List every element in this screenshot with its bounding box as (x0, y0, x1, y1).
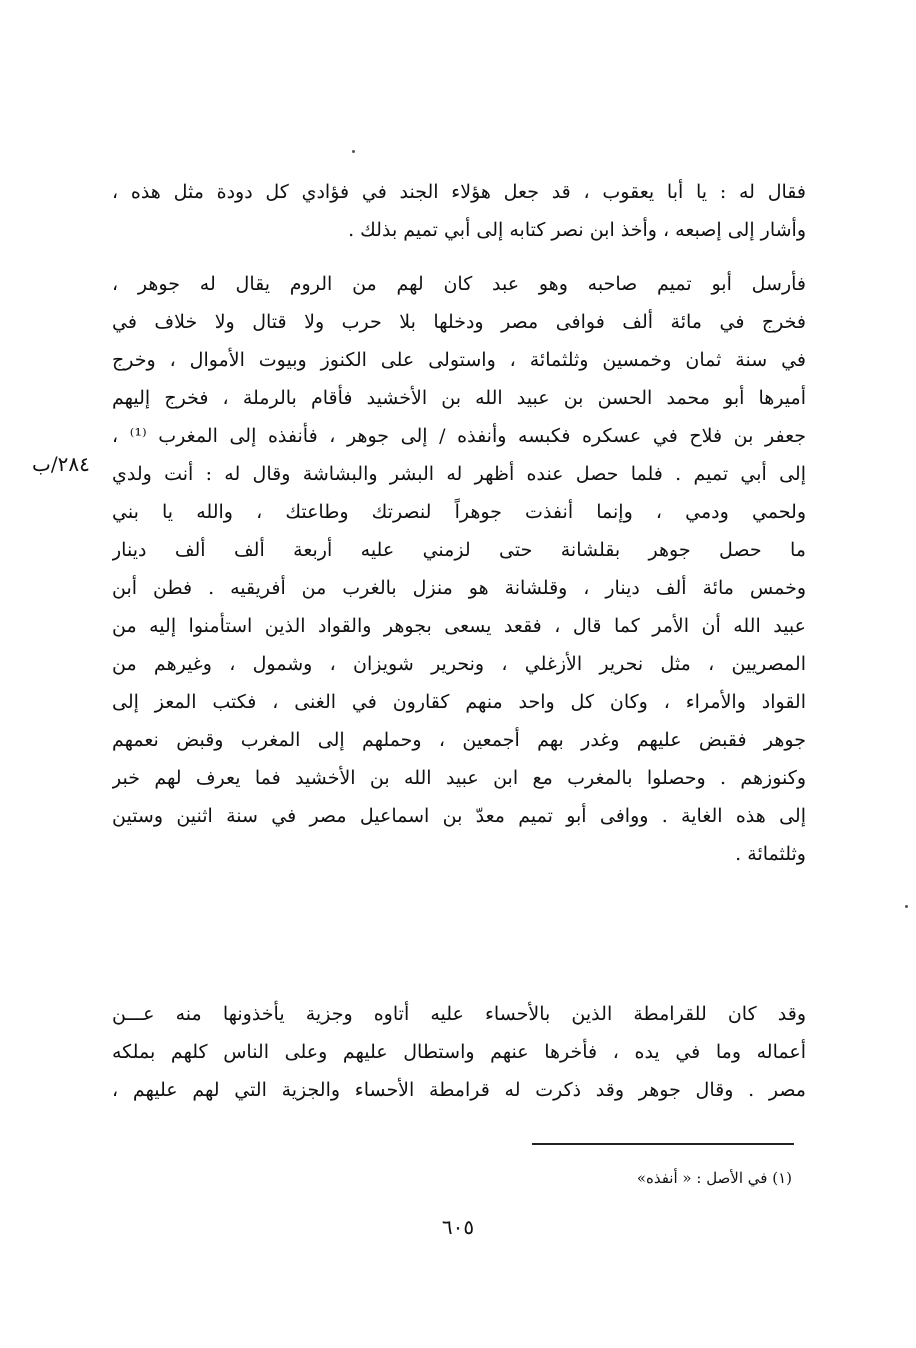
text-line: جوهر فقبض عليهم وغدر بهم أجمعين ، وحملهم إلى المغرب وقبض نعمهم (112, 729, 806, 751)
paragraph-3 (112, 995, 806, 1109)
text-line: عبيد الله أن الأمر كما قال ، فقعد يسعى بجوهر والقواد الذين استأمنوا إليه من (112, 615, 806, 637)
text-line: أميرها أبو محمد الحسن بن عبيد الله بن الأخشيد فأقام بالرملة ، فخرج إليهم (112, 387, 806, 409)
margin-folio-note: ٢٨٤/ب (32, 452, 90, 476)
text-line: وكنوزهم . وحصلوا بالمغرب مع ابن عبيد الله بن الأخشيد فما يعرف لهم خبر (112, 767, 806, 789)
text-line: جعفر بن فلاح في عسكره فكبسه وأنفذه / إلى جوهر ، فأنفذه إلى المغرب ⁽¹⁾ ، (112, 425, 806, 447)
text-line: إلى هذه الغاية . ووافى أبو تميم معدّ بن اسماعيل مصر في سنة اثنين وستين (112, 805, 806, 827)
text-line: المصريين ، مثل نحرير الأزغلي ، ونحرير شويزان ، وشمول ، وغيرهم من (112, 653, 806, 675)
page-number: ٦٠٥ (441, 1215, 475, 1239)
scan-speck (352, 150, 355, 153)
text-line: وخمس مائة ألف دينار ، وقلشانة هو منزل بالغرب من أفريقيه . فطن أبن (112, 577, 806, 599)
text-line: إلى أبي تميم . فلما حصل عنده أظهر له البشر والبشاشة وقال له : أنت ولدي (112, 463, 806, 485)
text-line: وأشار إلى إصبعه ، وأخذ ابن نصر كتابه إلى أبي تميم بذلك . (348, 219, 806, 241)
text-line: ما حصل جوهر بقلشانة حتى لزمني عليه أربعة ألف ألف دينار (112, 539, 806, 561)
footnote: (١) في الأصل : « أنفذه» (636, 1169, 792, 1187)
text-line: في سنة ثمان وخمسين وثلثمائة ، واستولى على الكنوز وبيوت الأموال ، وخرج (112, 349, 806, 371)
footnote-divider (532, 1143, 794, 1145)
text-line: القواد والأمراء ، وكان كل واحد منهم كقارون في الغنى ، فكتب المعز إلى (112, 691, 806, 713)
text-line: فخرج في مائة ألف فوافى مصر ودخلها بلا حرب ولا قتال ولا خلاف في (112, 311, 806, 333)
paragraph-2 (112, 265, 806, 873)
scan-speck (905, 905, 908, 908)
text-line: فقال له : يا أبا يعقوب ، قد جعل هؤلاء الجند في فؤادي كل دودة مثل هذه ، (112, 181, 806, 203)
text-line: وثلثمائة . (735, 843, 806, 865)
text-line: ولحمي ودمي ، وإنما أنفذت جوهراً لنصرتك وطاعتك ، والله يا بني (112, 501, 806, 523)
text-line: مصر . وقال جوهر وقد ذكرت له قرامطة الأحساء والجزية التي لهم عليهم ، (112, 1079, 806, 1101)
text-line: أعماله وما في يده ، فأخرها عنهم واستطال عليهم وعلى الناس كلهم بملكه (112, 1041, 806, 1063)
text-line: وقد كان للقرامطة الذين بالأحساء عليه أتاوه وجزية يأخذونها منه عـــن (112, 1003, 806, 1025)
text-line: فأرسل أبو تميم صاحبه وهو عبد كان لهم من الروم يقال له جوهر ، (112, 273, 806, 295)
paragraph-1 (112, 173, 806, 249)
